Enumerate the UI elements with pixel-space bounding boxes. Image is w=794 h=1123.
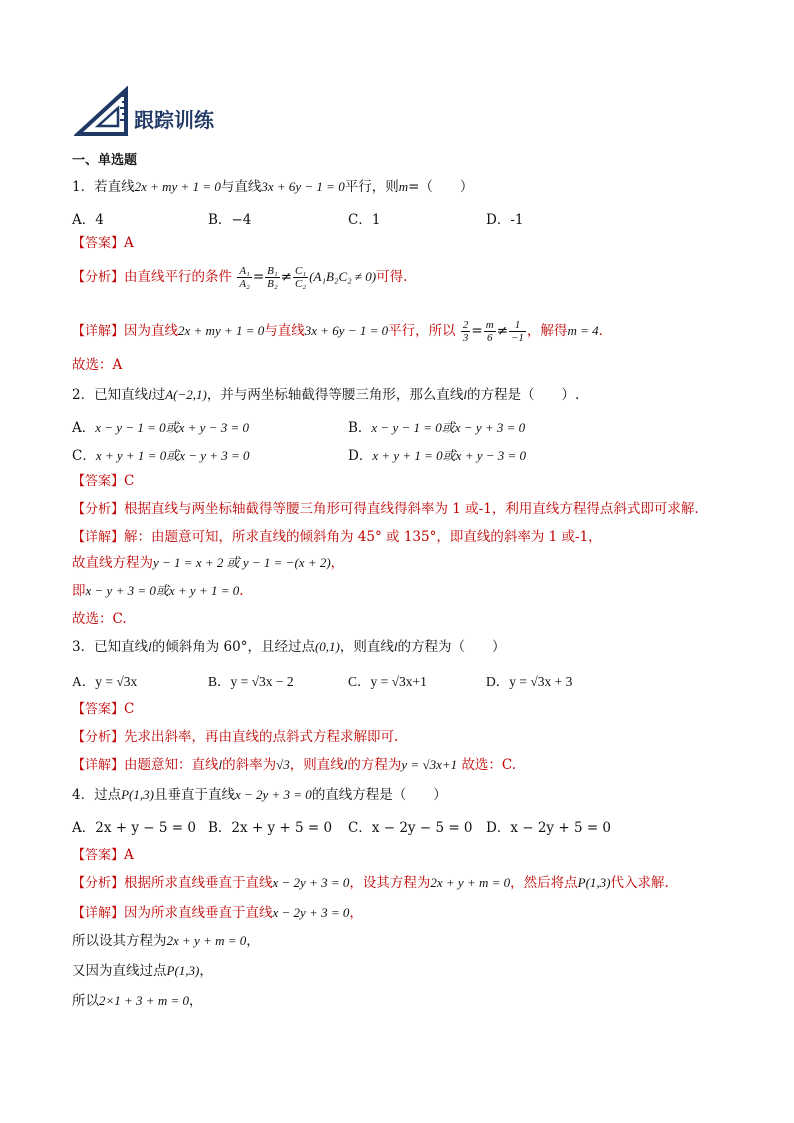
q1-option-a: A．4 — [72, 212, 104, 228]
q4-detail-line2: 所以设其方程为2x + y + m = 0， — [72, 933, 260, 949]
q2-option-d: D．x + y + 1 = 0或x + y − 3 = 0 — [348, 448, 527, 464]
q1-choose: 故选：A — [72, 357, 123, 373]
q3-detail: 【详解】由题意知：直线l的斜率为√3，则直线l的方程为y = √3x+1 故选：C. — [72, 757, 517, 773]
question-1-stem: 1．若直线2x + my + 1 = 0与直线3x + 6y − 1 = 0平行，则m=（ ） — [72, 179, 474, 195]
q4-option-a: A．2x + y − 5 = 0 — [72, 820, 196, 836]
q2-detail: 【详解】解：由题意可知，所求直线的倾斜角为 45° 或 135°，即直线的斜率为 1 或-1， — [72, 529, 602, 545]
q4-option-c: C．x − 2y − 5 = 0 — [348, 820, 473, 836]
q4-analysis: 【分析】根据所求直线垂直于直线x − 2y + 3 = 0，设其方程为2x + y + m = 0，然后将点P(1,3)代入求解. — [72, 875, 669, 891]
q3-analysis: 【分析】先求出斜率，再由直线的点斜式方程求解即可. — [72, 729, 399, 745]
q2-option-c: C．x + y + 1 = 0或x − y + 3 = 0 — [72, 448, 250, 464]
q1-option-d: D．-1 — [486, 212, 524, 228]
section-title: 一、单选题 — [72, 153, 138, 168]
question-2-stem: 2．已知直线l过A(−2,1)，并与两坐标轴截得等腰三角形，那么直线l的方程是（ ）. — [72, 387, 580, 403]
q3-option-c: C．y = √3x+1 — [348, 674, 427, 689]
q3-answer: 【答案】C — [72, 701, 135, 717]
q4-option-d: D．x − 2y + 5 = 0 — [486, 820, 612, 836]
set-square-icon — [74, 86, 132, 138]
q1-option-c: C．1 — [348, 212, 381, 228]
q2-detail-line2: 故直线方程为y − 1 = x + 2 或 y − 1 = −(x + 2)， — [72, 555, 345, 571]
q4-detail: 【详解】因为所求直线垂直于直线x − 2y + 3 = 0， — [72, 905, 363, 921]
q2-option-a: A．x − y − 1 = 0或x + y − 3 = 0 — [72, 420, 249, 436]
q2-choose: 故选：C. — [72, 611, 127, 627]
q4-detail-line4: 所以2×1 + 3 + m = 0， — [72, 993, 203, 1009]
page-title: 跟踪训练 — [134, 108, 214, 132]
question-3-stem: 3．已知直线l的倾斜角为 60°，且经过点(0,1)，则直线l的方程为（ ） — [72, 639, 506, 655]
q3-option-b: B．y = √3x − 2 — [208, 674, 294, 689]
q2-option-b: B．x − y − 1 = 0或x − y + 3 = 0 — [348, 420, 526, 436]
q2-analysis: 【分析】根据直线与两坐标轴截得等腰三角形可得直线得斜率为 1 或-1，利用直线方程得点斜式即可求解. — [72, 501, 699, 517]
question-4-stem: 4．过点P(1,3)且垂直于直线x − 2y + 3 = 0的直线方程是（ ） — [72, 787, 447, 803]
q1-detail: 【详解】因为直线2x + my + 1 = 0与直线3x + 6y − 1 = 0平行，所以 $\frac{2}{3}$ = $\frac{m}{6}$ ≠ $\frac{1}{-1}$ ，解得m = 4． — [72, 319, 613, 344]
q1-answer: 【答案】A — [72, 235, 134, 251]
q3-option-a: A．y = √3x — [72, 674, 138, 689]
q2-answer: 【答案】C — [72, 473, 135, 489]
q4-option-b: B．2x + y + 5 = 0 — [208, 820, 333, 836]
q4-answer: 【答案】A — [72, 847, 134, 863]
q1-analysis: 【分析】由直线平行的条件 $\frac{\text{A₁}}{\text{A₂}}$ = $\frac{\text{B₁}}{\text{B₂}}$ ≠ $\frac{\text{C₁}}{\text{C₂}}$ (A₁B₂C₂ ≠ 0)可得. — [72, 265, 408, 290]
q2-detail-line3: 即x − y + 3 = 0或x + y + 1 = 0. — [72, 583, 244, 599]
q1-option-b: B．−4 — [208, 212, 252, 228]
q3-option-d: D．y = √3x + 3 — [486, 674, 573, 689]
q4-detail-line3: 又因为直线过点P(1,3)， — [72, 963, 213, 979]
